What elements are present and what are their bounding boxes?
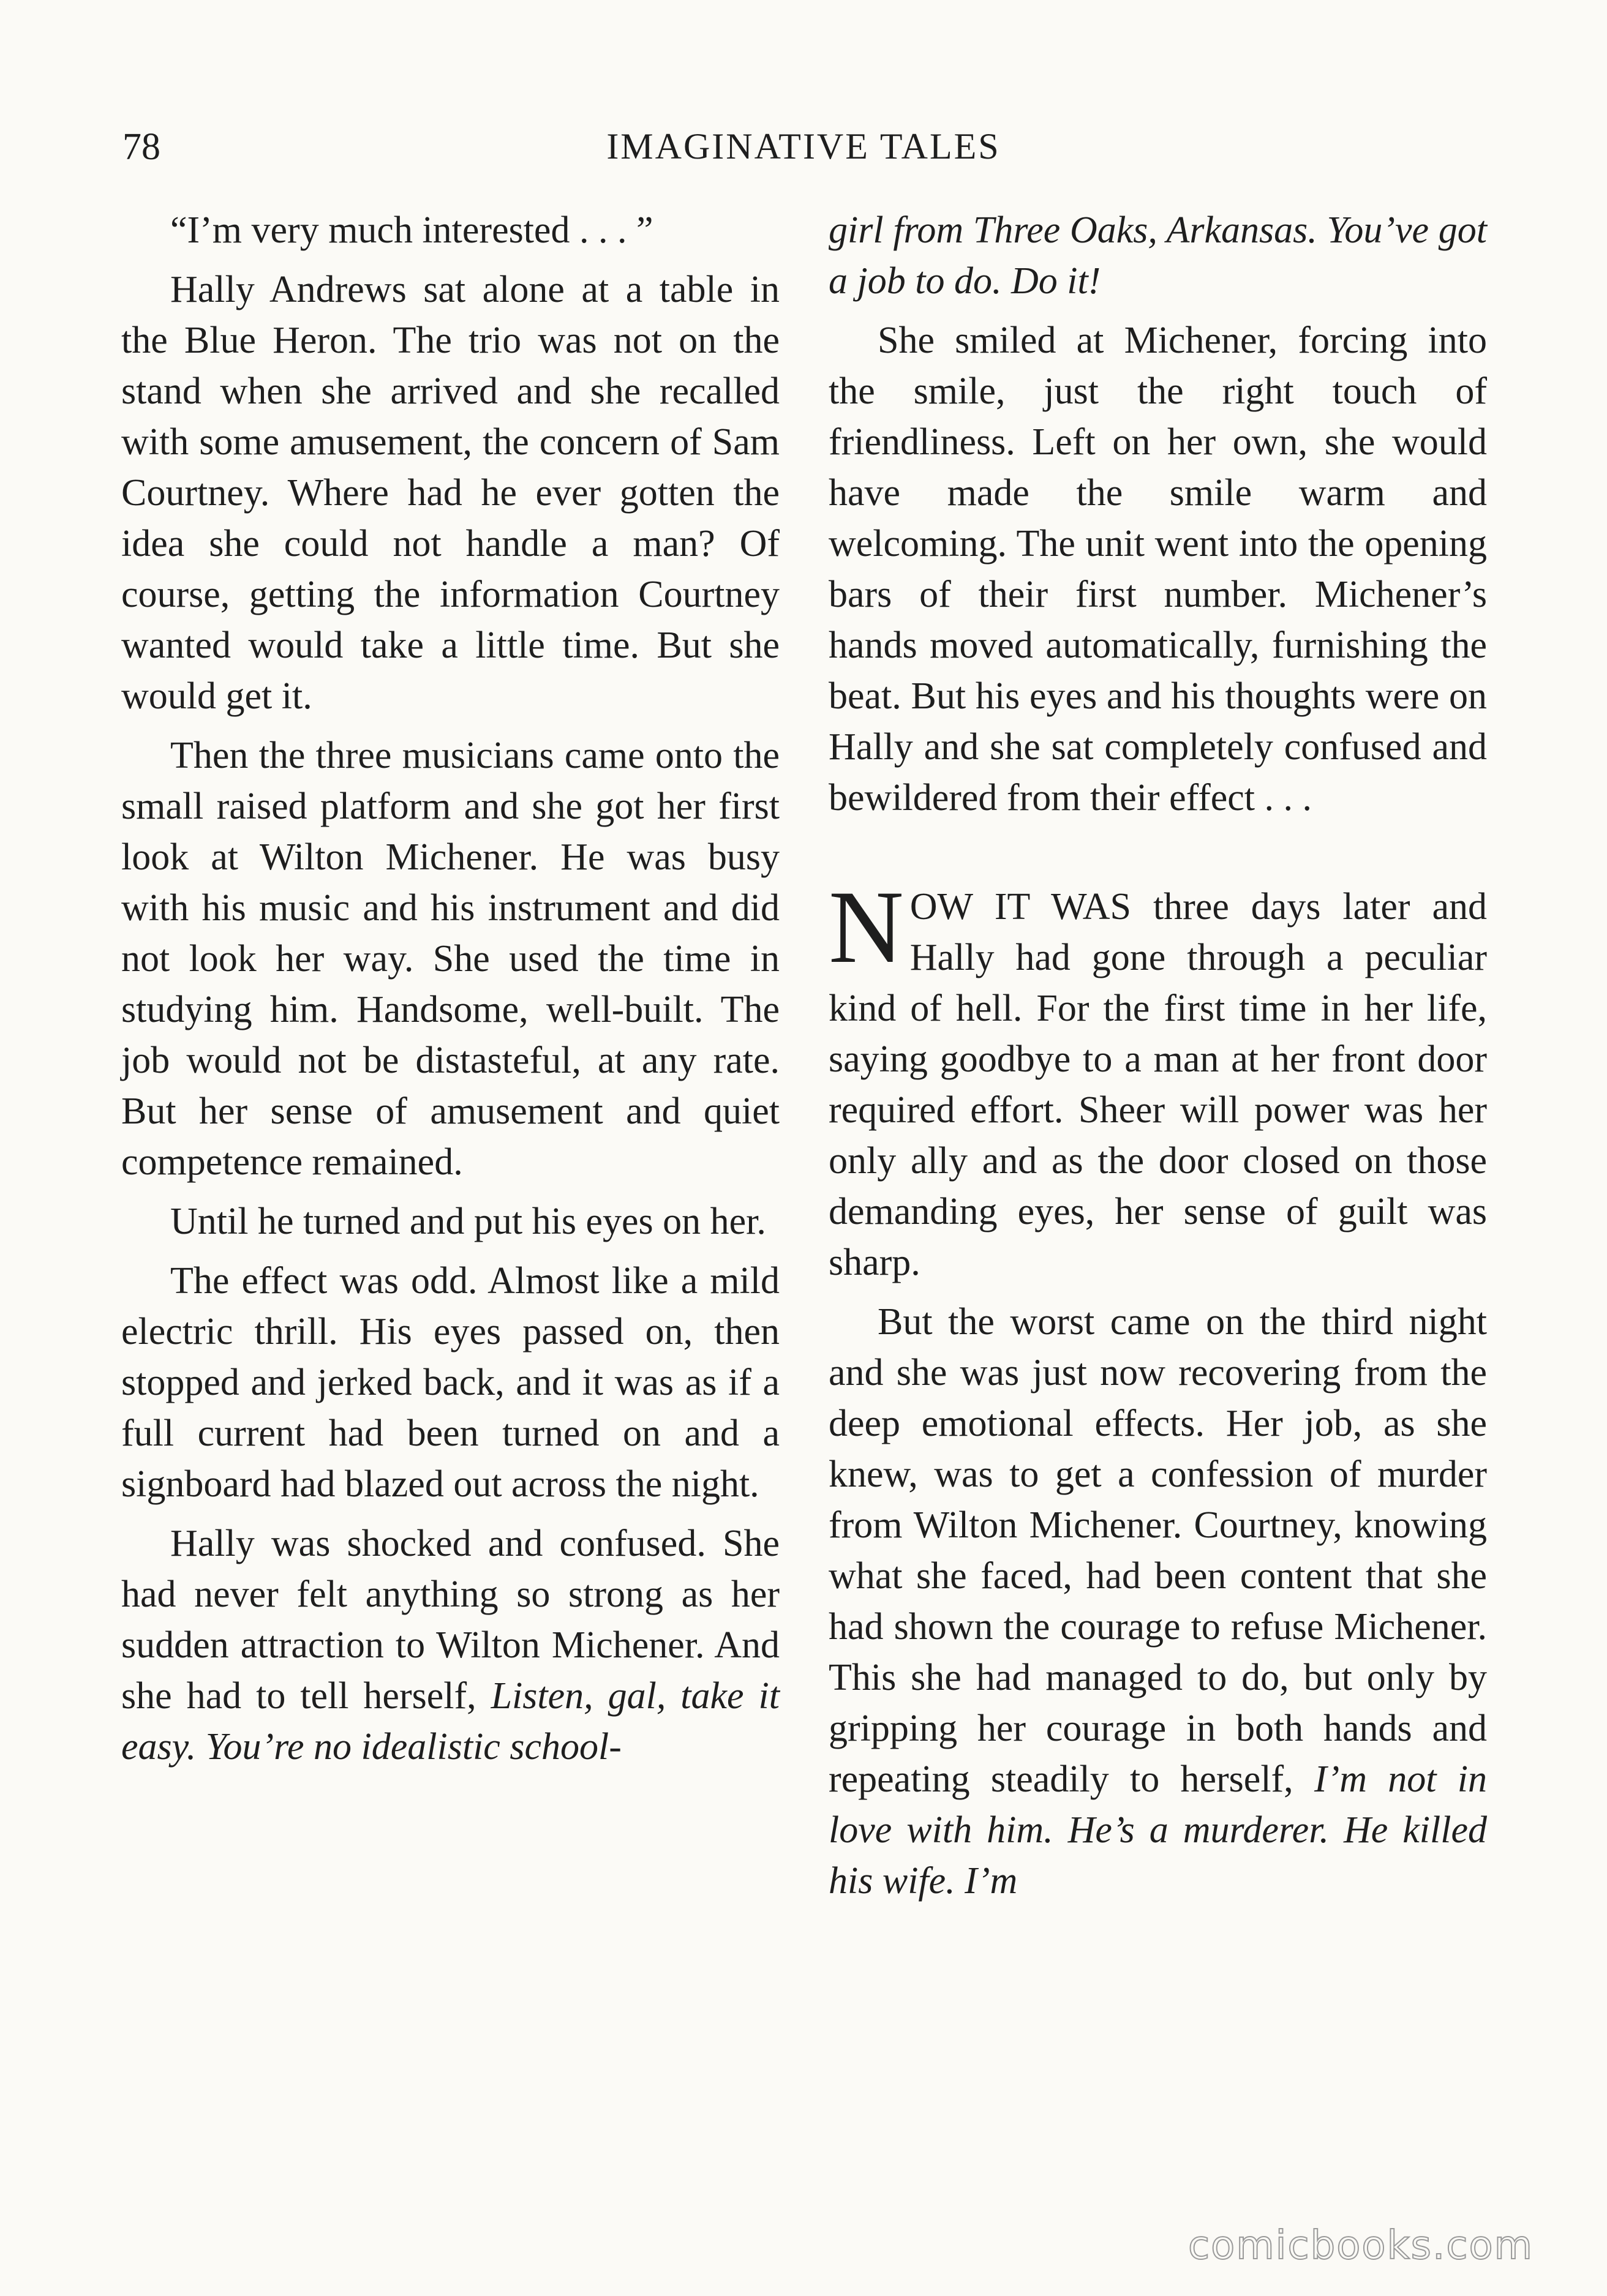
- left-column: [121, 205, 780, 1781]
- paragraph-text: But the worst came on the third night and she was just now recovering from the deep emotional effects. Her job, as she knew, was to get a confession of murder from Wilton Michener. Courtney, knowing what she faced, had been content that she had shown the courage to refuse Michener. This she had managed to do, but only by gripping her courage in both hands and repeating steadily to herself,: [829, 1301, 1487, 1800]
- drop-cap: N: [829, 869, 904, 985]
- paragraph: [121, 1518, 780, 1773]
- paragraph: “I’m very much interested . . . ”: [170, 209, 653, 251]
- page-header: [122, 126, 1485, 181]
- italic-thought: Listen, gal, take it easy. You’re no idealistic school-: [121, 1675, 780, 1768]
- page-number: 78: [122, 126, 160, 168]
- section-opening-paragraph: [829, 869, 1487, 1288]
- italic-thought: I’m not in love with him. He’s a murderer. He killed his wife. I’m: [829, 1758, 1487, 1902]
- paragraph: The effect was odd. Almost like a mild electric thrill. His eyes passed on, then stopped and jerked back, and it was as if a full current had been turned on and a signboard had blazed out across the night.: [121, 1260, 780, 1505]
- paragraph-text: Hally was shocked and confused. She had never felt anything so strong as her sudden attraction to Wilton Michener. And she had to tell herself,: [121, 1523, 780, 1717]
- small-caps-lead: OW IT WAS: [909, 886, 1132, 928]
- paragraph: Then the three musicians came onto the small raised platform and she got her first look at Wilton Michener. He was busy with his music and his instrument and did not look her way. She used the time in studying him. Handsome, well-built. The job would not be distasteful, at any rate. But her sense of amusement and quiet competence remained.: [121, 735, 780, 1183]
- italic-thought: girl from Three Oaks, Arkansas. You’ve got a job to do. Do it!: [829, 209, 1487, 302]
- right-column: [829, 205, 1487, 1915]
- paragraph: She smiled at Michener, forcing into the smile, just the right touch of friendliness. Left on her own, she would have made the smile warm and welcoming. The unit went into the opening bars of their first number. Michener’s hands moved automatically, furnishing the beat. But his eyes and his thoughts were on Hally and she sat completely confused and bewildered from their effect . . .: [829, 320, 1487, 819]
- paragraph-text: three days later and Hally had gone through a peculiar kind of hell. For the first time in her life, saying goodbye to a man at her front door required effort. Sheer will power was her only ally and as the door closed on those demanding eyes, her sense of guilt was sharp.: [829, 886, 1487, 1283]
- paragraph: [829, 205, 1487, 307]
- watermark-logo: comicbooks.com: [1187, 2223, 1534, 2268]
- paragraph: Hally Andrews sat alone at a table in the Blue Heron. The trio was not on the stand when she arrived and she recalled with some amusement, the concern of Sam Courtney. Where had he ever gotten the idea she could not handle a man? Of course, getting the information Courtney wanted would take a little time. But she would get it.: [121, 269, 780, 717]
- running-title: IMAGINATIVE TALES: [606, 126, 1001, 167]
- paragraph: Until he turned and put his eyes on her.: [170, 1201, 766, 1242]
- paragraph: [829, 1297, 1487, 1907]
